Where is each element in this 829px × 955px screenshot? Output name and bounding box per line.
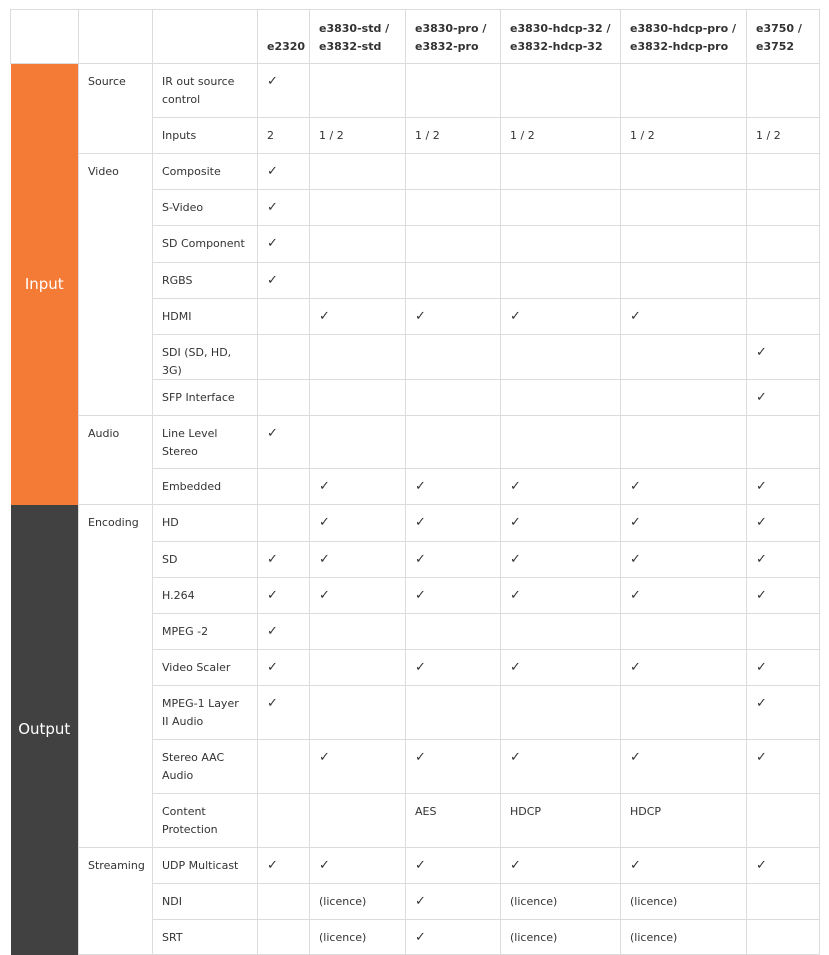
empty-cell (747, 64, 820, 118)
feature-label: SDI (SD, HD, 3G) (153, 335, 258, 380)
check-icon: ✓ (406, 848, 501, 884)
category-label-streaming: Streaming (79, 848, 153, 955)
empty-cell (258, 920, 310, 955)
table-row (11, 154, 820, 190)
empty-cell (501, 416, 621, 469)
check-icon: ✓ (621, 578, 747, 614)
feature-label: UDP Multicast (153, 848, 258, 884)
value-cell: HDCP (501, 794, 621, 848)
feature-label: IR out source control (153, 64, 258, 118)
check-icon: ✓ (406, 299, 501, 335)
empty-cell (258, 505, 310, 542)
feature-label: Video Scaler (153, 650, 258, 686)
empty-cell (406, 263, 501, 299)
empty-cell (747, 299, 820, 335)
empty-cell (747, 263, 820, 299)
empty-cell (501, 686, 621, 740)
check-icon: ✓ (258, 226, 310, 263)
check-icon: ✓ (258, 154, 310, 190)
check-icon: ✓ (258, 416, 310, 469)
table-header (11, 10, 820, 64)
empty-cell (406, 154, 501, 190)
group-label-input: Input (11, 64, 79, 505)
feature-label: S-Video (153, 190, 258, 226)
empty-cell (621, 226, 747, 263)
empty-cell (501, 154, 621, 190)
table-row (11, 64, 820, 118)
check-icon: ✓ (258, 686, 310, 740)
check-icon: ✓ (310, 299, 406, 335)
empty-cell (310, 380, 406, 416)
check-icon: ✓ (621, 542, 747, 578)
check-icon: ✓ (621, 469, 747, 505)
empty-cell (406, 686, 501, 740)
empty-cell (310, 650, 406, 686)
empty-cell (747, 884, 820, 920)
column-header-e3830-hdcp-pro-e3832: e3830-hdcp-pro / e3832-hdcp-pro (621, 10, 747, 64)
header-row (11, 10, 820, 64)
check-icon: ✓ (747, 848, 820, 884)
empty-cell (747, 154, 820, 190)
empty-cell (747, 794, 820, 848)
empty-cell (310, 686, 406, 740)
empty-cell (406, 614, 501, 650)
empty-cell (621, 154, 747, 190)
feature-label: SD (153, 542, 258, 578)
check-icon: ✓ (747, 335, 820, 380)
feature-label: Line Level Stereo (153, 416, 258, 469)
empty-cell (406, 380, 501, 416)
table-body (11, 64, 820, 955)
empty-cell (258, 794, 310, 848)
empty-cell (501, 263, 621, 299)
empty-cell (406, 226, 501, 263)
value-cell: 1 / 2 (310, 118, 406, 154)
value-cell: (licence) (621, 920, 747, 955)
check-icon: ✓ (310, 542, 406, 578)
check-icon: ✓ (406, 920, 501, 955)
feature-label: MPEG -2 (153, 614, 258, 650)
value-cell: 1 / 2 (406, 118, 501, 154)
empty-cell (406, 64, 501, 118)
empty-cell (258, 380, 310, 416)
empty-cell (501, 190, 621, 226)
empty-cell (621, 380, 747, 416)
check-icon: ✓ (310, 505, 406, 542)
feature-label: Stereo AAC Audio (153, 740, 258, 794)
feature-comparison-table (10, 9, 820, 955)
check-icon: ✓ (310, 740, 406, 794)
value-cell: (licence) (310, 920, 406, 955)
feature-label: NDI (153, 884, 258, 920)
check-icon: ✓ (501, 578, 621, 614)
check-icon: ✓ (501, 299, 621, 335)
value-cell: AES (406, 794, 501, 848)
category-label-source: Source (79, 64, 153, 154)
category-label-encoding: Encoding (79, 505, 153, 848)
check-icon: ✓ (501, 848, 621, 884)
empty-cell (310, 190, 406, 226)
feature-label: Composite (153, 154, 258, 190)
check-icon: ✓ (258, 263, 310, 299)
empty-cell (310, 64, 406, 118)
check-icon: ✓ (258, 578, 310, 614)
header-blank-cell (11, 10, 79, 64)
value-cell: 2 (258, 118, 310, 154)
check-icon: ✓ (406, 884, 501, 920)
check-icon: ✓ (406, 578, 501, 614)
check-icon: ✓ (747, 469, 820, 505)
check-icon: ✓ (258, 190, 310, 226)
column-header-e2320: e2320 (258, 10, 310, 64)
empty-cell (310, 154, 406, 190)
empty-cell (310, 416, 406, 469)
column-header-e3830-std-e3832-std: e3830-std / e3832-std (310, 10, 406, 64)
check-icon: ✓ (258, 64, 310, 118)
feature-label: H.264 (153, 578, 258, 614)
header-blank-cell (79, 10, 153, 64)
check-icon: ✓ (747, 380, 820, 416)
table-row (11, 848, 820, 884)
check-icon: ✓ (501, 469, 621, 505)
table-row (11, 505, 820, 542)
empty-cell (310, 614, 406, 650)
table-row (11, 416, 820, 469)
empty-cell (621, 335, 747, 380)
empty-cell (747, 190, 820, 226)
check-icon: ✓ (501, 740, 621, 794)
check-icon: ✓ (621, 650, 747, 686)
check-icon: ✓ (747, 740, 820, 794)
feature-label: Inputs (153, 118, 258, 154)
category-label-audio: Audio (79, 416, 153, 505)
check-icon: ✓ (406, 650, 501, 686)
category-label-video: Video (79, 154, 153, 416)
empty-cell (258, 884, 310, 920)
check-icon: ✓ (258, 614, 310, 650)
feature-label: HDMI (153, 299, 258, 335)
check-icon: ✓ (406, 505, 501, 542)
check-icon: ✓ (747, 650, 820, 686)
empty-cell (501, 614, 621, 650)
empty-cell (258, 335, 310, 380)
empty-cell (621, 263, 747, 299)
header-blank-cell (153, 10, 258, 64)
feature-label: SD Component (153, 226, 258, 263)
feature-label: SFP Interface (153, 380, 258, 416)
feature-label: RGBS (153, 263, 258, 299)
empty-cell (747, 416, 820, 469)
column-header-e3750-e3752: e3750 / e3752 (747, 10, 820, 64)
value-cell: 1 / 2 (747, 118, 820, 154)
value-cell: (licence) (501, 884, 621, 920)
check-icon: ✓ (310, 469, 406, 505)
empty-cell (747, 920, 820, 955)
check-icon: ✓ (747, 686, 820, 740)
feature-label: Content Protection (153, 794, 258, 848)
check-icon: ✓ (501, 650, 621, 686)
feature-label: SRT (153, 920, 258, 955)
check-icon: ✓ (747, 505, 820, 542)
empty-cell (258, 299, 310, 335)
check-icon: ✓ (747, 578, 820, 614)
empty-cell (406, 416, 501, 469)
empty-cell (501, 64, 621, 118)
empty-cell (621, 614, 747, 650)
column-header-e3830-hdcp-32-e3832-: e3830-hdcp-32 / e3832-hdcp-32 (501, 10, 621, 64)
check-icon: ✓ (747, 542, 820, 578)
check-icon: ✓ (621, 848, 747, 884)
empty-cell (406, 335, 501, 380)
check-icon: ✓ (406, 740, 501, 794)
empty-cell (747, 226, 820, 263)
empty-cell (621, 64, 747, 118)
check-icon: ✓ (258, 542, 310, 578)
check-icon: ✓ (501, 542, 621, 578)
check-icon: ✓ (310, 578, 406, 614)
value-cell: HDCP (621, 794, 747, 848)
empty-cell (747, 614, 820, 650)
empty-cell (501, 226, 621, 263)
empty-cell (310, 794, 406, 848)
value-cell: (licence) (621, 884, 747, 920)
value-cell: 1 / 2 (621, 118, 747, 154)
feature-label: Embedded (153, 469, 258, 505)
value-cell: (licence) (310, 884, 406, 920)
empty-cell (621, 686, 747, 740)
group-label-output: Output (11, 505, 79, 955)
empty-cell (310, 226, 406, 263)
empty-cell (501, 335, 621, 380)
empty-cell (310, 335, 406, 380)
check-icon: ✓ (501, 505, 621, 542)
empty-cell (501, 380, 621, 416)
empty-cell (621, 416, 747, 469)
check-icon: ✓ (406, 542, 501, 578)
check-icon: ✓ (621, 740, 747, 794)
column-header-e3830-pro-e3832-pro: e3830-pro / e3832-pro (406, 10, 501, 64)
feature-label: HD (153, 505, 258, 542)
empty-cell (406, 190, 501, 226)
check-icon: ✓ (258, 848, 310, 884)
check-icon: ✓ (621, 299, 747, 335)
check-icon: ✓ (406, 469, 501, 505)
check-icon: ✓ (310, 848, 406, 884)
empty-cell (621, 190, 747, 226)
feature-label: MPEG-1 Layer II Audio (153, 686, 258, 740)
check-icon: ✓ (258, 650, 310, 686)
value-cell: (licence) (501, 920, 621, 955)
check-icon: ✓ (621, 505, 747, 542)
empty-cell (258, 469, 310, 505)
empty-cell (310, 263, 406, 299)
empty-cell (258, 740, 310, 794)
value-cell: 1 / 2 (501, 118, 621, 154)
